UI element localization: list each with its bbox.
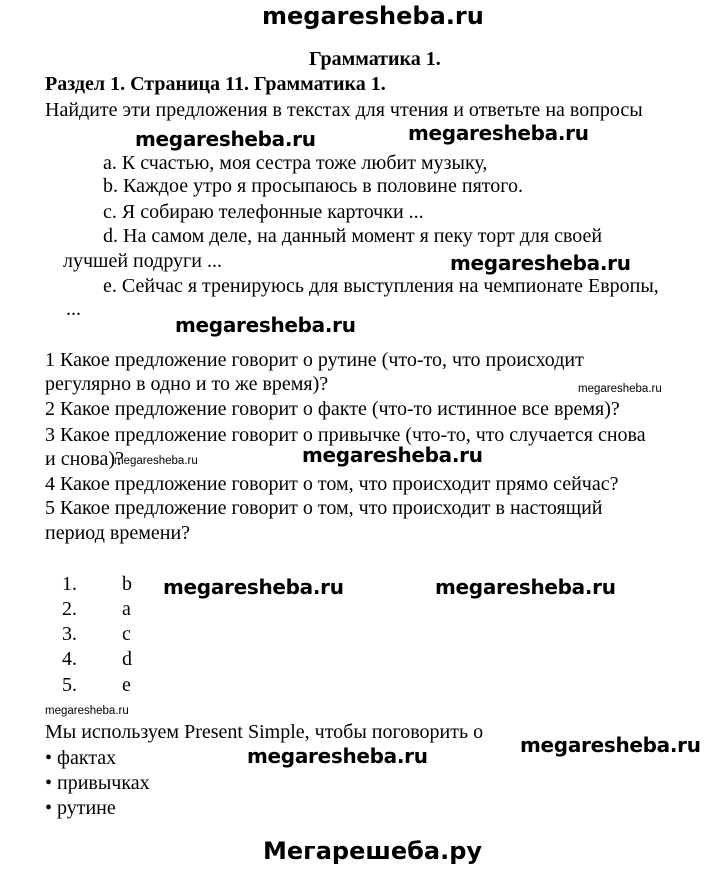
sentence-a: a. К счастью, моя сестра тоже любит музыку, xyxy=(103,152,488,174)
sentence-d-cont: лучшей подруги ... xyxy=(63,250,222,272)
answer-2-letter: a xyxy=(122,598,131,620)
question-5-cont: период времени? xyxy=(45,522,191,544)
page-title: Грамматика 1. xyxy=(309,48,441,70)
usage-intro: Мы используем Present Simple, чтобы поговорить о xyxy=(45,721,484,743)
watermark: megaresheba.ru xyxy=(135,127,316,151)
watermark: megaresheba.ru xyxy=(520,733,701,757)
answer-1-letter: b xyxy=(122,573,132,595)
bullet-routine: • рутине xyxy=(45,797,116,819)
footer-watermark: Мегарешеба.ру xyxy=(263,837,483,865)
question-1-cont: регулярно в одно и то же время)? xyxy=(45,373,329,395)
sentence-e: e. Сейчас я тренируюсь для выступления на чемпионате Европы, xyxy=(103,275,659,297)
instruction-text: Найдите эти предложения в текстах для чтения и ответьте на вопросы xyxy=(45,99,643,121)
sentence-d: d. На самом деле, на данный момент я пеку торт для своей xyxy=(103,225,603,247)
header-watermark: megaresheba.ru xyxy=(262,2,484,30)
watermark: megaresheba.ru xyxy=(175,313,356,337)
bullet-facts: • фактах xyxy=(45,747,117,769)
watermark: megaresheba.ru xyxy=(163,575,344,599)
answer-1-num: 1. xyxy=(62,573,77,595)
answer-4-num: 4. xyxy=(62,648,77,670)
watermark: megaresheba.ru xyxy=(435,575,616,599)
sentence-b: b. Каждое утро я просыпаюсь в половине пятого. xyxy=(103,175,523,197)
question-3: 3 Какое предложение говорит о привычке (что-то, что случается снова xyxy=(45,424,646,446)
watermark: megaresheba.ru xyxy=(408,121,589,145)
question-4: 4 Какое предложение говорит о том, что происходит прямо сейчас? xyxy=(45,473,619,495)
sentence-c: c. Я собираю телефонные карточки ... xyxy=(103,201,424,223)
question-2: 2 Какое предложение говорит о факте (что-то истинное все время)? xyxy=(45,398,620,420)
watermark: megaresheba.ru xyxy=(302,443,483,467)
bullet-habits: • привычках xyxy=(45,772,150,794)
question-1: 1 Какое предложение говорит о рутине (что-то, что происходит xyxy=(45,349,584,371)
answer-3-num: 3. xyxy=(62,623,77,645)
watermark: megaresheba.ru xyxy=(45,705,129,717)
watermark: megaresheba.ru xyxy=(450,251,631,275)
answer-4-letter: d xyxy=(122,648,132,670)
question-3-cont: и снова)? xyxy=(45,448,124,470)
answer-5-letter: e xyxy=(122,674,131,696)
answer-5-num: 5. xyxy=(62,674,77,696)
answer-3-letter: c xyxy=(122,623,131,645)
watermark: megaresheba.ru xyxy=(114,455,198,467)
question-5: 5 Какое предложение говорит о том, что происходит в настоящий xyxy=(45,497,603,519)
answer-2-num: 2. xyxy=(62,598,77,620)
sentence-e-cont: ... xyxy=(66,298,81,320)
section-heading: Раздел 1. Страница 11. Грамматика 1. xyxy=(45,73,386,95)
watermark: megaresheba.ru xyxy=(247,744,428,768)
watermark: megaresheba.ru xyxy=(578,383,662,395)
